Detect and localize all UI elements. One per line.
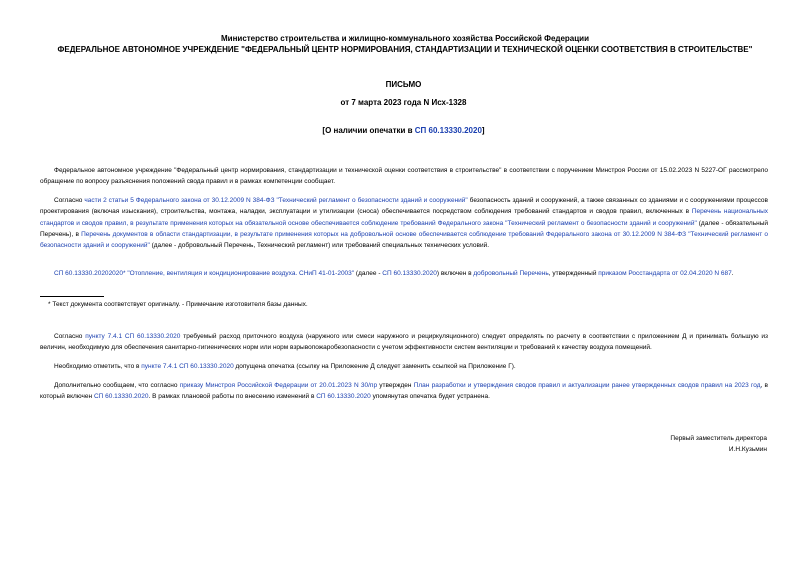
ministry-name: Министерство строительства и жилищно-коммунального хозяйства Российской Федерации [220,34,590,43]
paragraph-intro: Федеральное автономное учреждение "Федеральный центр нормирования, стандартизации и технической оценки соответствия в строительстве" в соответствии с поручением Минстроя России от 15.02.2023 N 5227-ОГ рассмотрело обращение по вопросу разъяснения положений свода правил и в рамках компетенции сообщает. [40,167,768,186]
p2-text-2: безопасность зданий и сооружений, а также связанных со зданиями и с сооружениями процессов проектирования (включая изыскания), строительства, монтажа, наладки, эксплуатации и утилизации (сноса) обеспечивается посредством соблюдения требований стандартов и сводов правил, включенных в [40,197,768,216]
subject-prefix: [О наличии опечатки в [322,126,415,135]
p3-text-2: ) включен в [436,270,474,277]
document-header [40,33,770,55]
footnote: * Текст документа соответствует оригиналу. - Примечание изготовителя базы данных. [48,301,308,308]
clause-7-4-1-link-2[interactable]: пункте 7.4.1 СП 60.13330.2020 [141,363,234,370]
signatory-name: И.Н.Кузьмин [728,446,767,453]
paragraph-clause-7-4-1 [40,331,768,354]
p6-text-5: упомянутая опечатка будет устранена. [370,393,490,401]
sp-link-1[interactable]: СП 60.13330.2020 [54,270,109,277]
institution-name: ФЕДЕРАЛЬНОЕ АВТОНОМНОЕ УЧРЕЖДЕНИЕ "ФЕДЕРАЛЬНЫЙ ЦЕНТР НОРМИРОВАНИЯ, СТАНДАРТИЗАЦИИ И ТЕХНИЧЕСКОЙ ОЦЕНКИ СООТВЕТСТВИЯ В СТРОИТЕЛЬСТВЕ" [57,45,753,54]
document-subject [0,126,807,135]
sp-link-3[interactable]: СП 60.13330.2020 [93,393,149,401]
p4-text-1: Согласно [54,333,86,340]
subject-suffix: ] [481,126,485,135]
sp-link-4[interactable]: СП 60.13330.2020 [316,393,371,401]
p6-text-1: Дополнительно сообщаем, что согласно [54,382,180,389]
p4-text-2: требуемый расход приточного воздуха (наружного или смеси наружного и рециркуляционного) следует определять по расчету в соответствии с приложением Д и принимать большую из величин, необходимую для обеспечения санитарно-гигиенических норм или норм взрывопожаробезопасности с учетом эффективности систем вентиляции и требований к качеству воздуха помещений. [40,333,768,352]
document-type: ПИСЬМО [385,80,422,89]
rosstandart-order-link[interactable]: приказом Росстандарта от 02.04.2020 N 687 [598,270,732,277]
development-plan-link[interactable]: План разработки и утверждения сводов правил и актуализации ранее утвержденных сводов правил на 2023 год [413,382,761,389]
subject-sp-link[interactable]: СП 60.13330.2020 [414,126,482,135]
p5-text-1: Необходимо отметить, что в [54,363,142,370]
paragraph-plan [40,380,768,403]
clause-7-4-1-link[interactable]: пункту 7.4.1 СП 60.13330.2020 [85,333,181,340]
minstroy-order-link[interactable]: приказу Минстроя Российской Федерации от 20.01.2023 N 30/пр [179,382,378,389]
p2-text-1: Согласно [54,197,85,204]
signatory-position: Первый заместитель директора [670,435,767,442]
p3-text-1: (далее - [354,270,383,277]
p6-text-2: утвержден [377,382,414,389]
document-date-number: от 7 марта 2023 года N Исх-1328 [340,98,467,107]
p3-text-3: , утвержденный [548,270,599,277]
voluntary-list-link[interactable]: Перечень документов в области стандартизации, в результате применения которых на добровольной основе обеспечивается соблюдение требований Федерального закона от 30.12.2009 N 384-ФЗ "Технический регламент о безопасности зданий и сооружений" [40,230,768,250]
mandatory-list-link[interactable]: Перечень национальных стандартов и сводов правил, в результате применения которых на обязательной основе обеспечивается соблюдение требований Федерального закона "Технический регламент о безопасности зданий и сооружений" [40,208,768,227]
p2-text-4: (далее - добровольный Перечень, Технический регламент) или требований специальных технических условий. [149,242,490,250]
p3-text-4: . [731,270,734,277]
p6-text-4: . В рамках плановой работы по внесению изменений в [148,393,317,401]
p6-text-3: , в который включен [40,382,768,401]
p5-text-2: допущена опечатка (ссылку на Приложение Д следует заменить ссылкой на Приложение Г). [233,363,516,370]
p2-text-3: (далее - обязательный Перечень), в [40,219,768,238]
law-article-link[interactable]: части 2 статьи 5 Федерального закона от 30.12.2009 N 384-ФЗ "Технический регламент о безопасности зданий и сооружений" [84,197,468,204]
paragraph-typo-note [40,361,768,372]
paragraph-sp-inclusion [40,268,768,279]
sp-title-link[interactable]: 2020* "Отопление, вентиляция и кондиционирование воздуха. СНиП 41-01-2003" [108,270,355,277]
sp-link-2[interactable]: СП 60.13330.2020 [382,270,437,277]
footnote-divider [40,296,104,297]
paragraph-legal-basis [40,195,768,251]
voluntary-list-link-2[interactable]: добровольный Перечень [473,270,549,277]
